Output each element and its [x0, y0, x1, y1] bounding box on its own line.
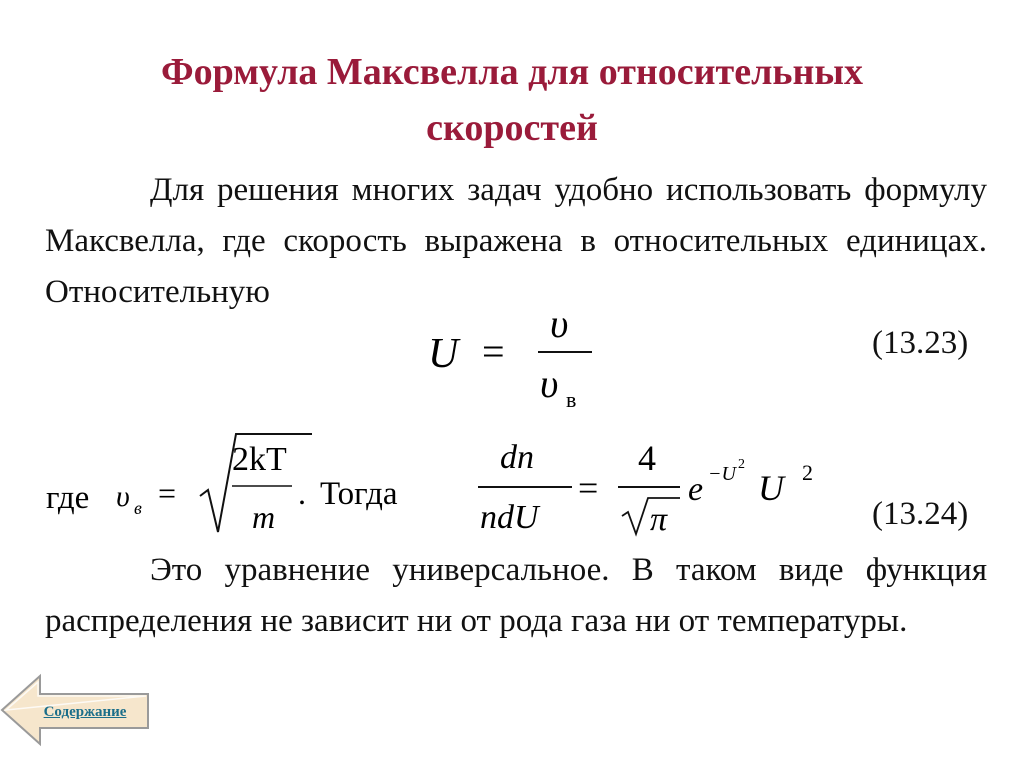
- v-sub: в: [134, 498, 142, 518]
- contents-link[interactable]: Содержание: [43, 703, 127, 720]
- equation-13-24: [40, 428, 830, 548]
- eq1-numerator: υ: [550, 305, 569, 346]
- intro-text: Для решения многих задач удобно использовать формулу Максвелла, где скорость выражена в относительных единицах. Относительную: [45, 172, 987, 310]
- conclusion-paragraph: [45, 545, 987, 647]
- tail-sup: 2: [802, 460, 813, 485]
- eq2b-equals: =: [578, 468, 599, 508]
- title-line-1: Формула Максвелла для относительных: [160, 51, 864, 93]
- intro-paragraph: [45, 165, 987, 318]
- slide-title: [0, 44, 1024, 156]
- eq2a-equals: =: [158, 475, 177, 511]
- exp-power-sup: 2: [738, 457, 745, 472]
- where-word: где: [46, 480, 90, 516]
- sqrt-numerator: 2kT: [232, 441, 287, 478]
- lhs-denominator: ndU: [480, 499, 539, 536]
- exp-base: e: [688, 471, 704, 508]
- v-symbol: υ: [116, 480, 130, 513]
- conclusion-text: Это уравнение универсальное. В таком виде функция распределения не зависит ни от рода газа ни от температуры.: [45, 552, 987, 639]
- rhs-denominator: π: [650, 501, 668, 538]
- period: .: [298, 475, 306, 511]
- rhs-numerator: 4: [638, 438, 656, 478]
- equation-number-13-23: (13.23): [872, 325, 969, 361]
- eq1-equals: =: [482, 329, 505, 374]
- sqrt-denominator: m: [252, 499, 276, 535]
- eq1-denominator-sub: в: [566, 387, 577, 412]
- lhs-numerator: dn: [500, 439, 534, 476]
- title-line-2: скоростей: [426, 107, 598, 149]
- tail-var: U: [758, 468, 784, 508]
- equation-number-13-24: (13.24): [872, 496, 969, 532]
- contents-back-button[interactable]: [0, 672, 152, 748]
- eq1-denominator: υ: [540, 361, 559, 406]
- exp-power: −U: [708, 463, 736, 485]
- then-word: Тогда: [320, 476, 398, 512]
- equation-13-23: [420, 305, 620, 420]
- eq1-lhs: U: [428, 331, 459, 377]
